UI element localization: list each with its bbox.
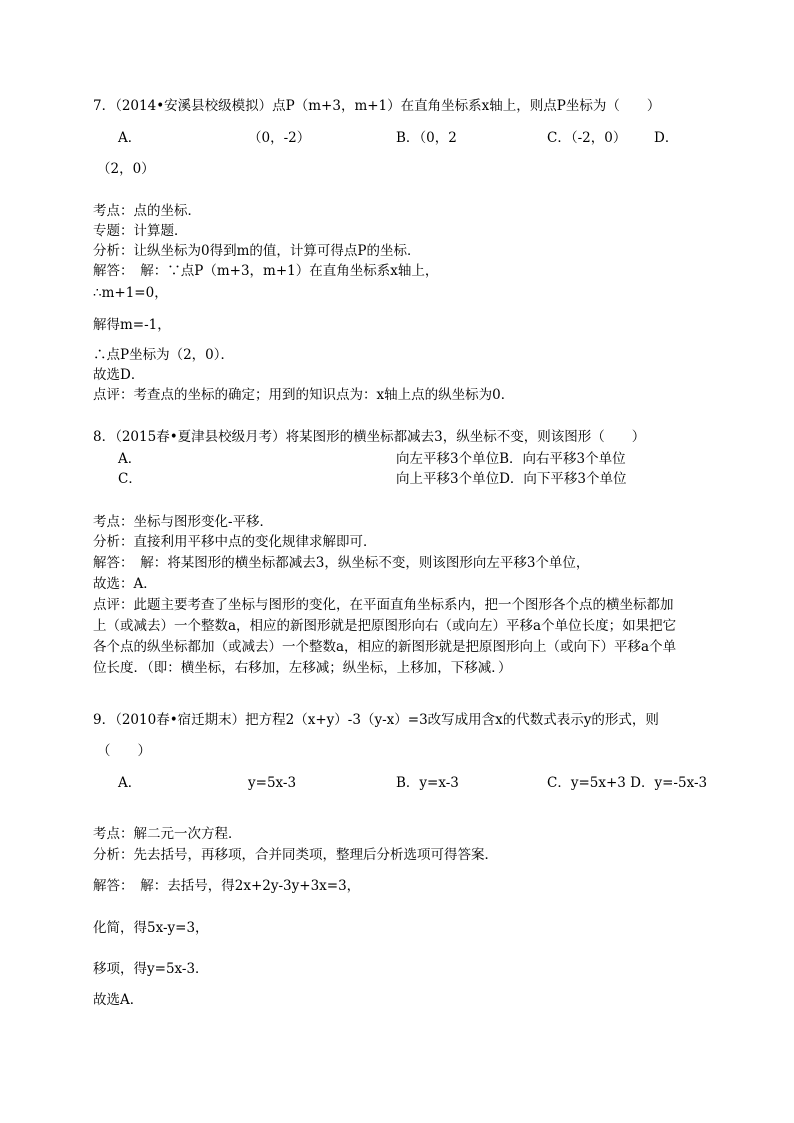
q8-kaodian: 考点：坐标与图形变化-平移．	[93, 514, 274, 530]
q7-option-b: B．（0，2	[396, 130, 457, 146]
q9-option-a-label: A．	[118, 775, 142, 791]
q7-step-2: 解得m=-1，	[93, 317, 171, 333]
q9-option-c-d: C．y=5x+3 D．y=-5x-3	[547, 775, 708, 791]
q9-fenxi: 分析：先去括号，再移项，合并同类项，整理后分析选项可得答案．	[93, 847, 498, 863]
q7-option-a-label: A．	[118, 130, 142, 146]
q7-dianping: 点评：考查点的坐标的确定；用到的知识点为：x轴上点的纵坐标为0．	[93, 387, 515, 403]
q8-dianping-line-2: 上（或减去）一个整数a，相应的新图形就是把原图形向右（或向左）平移a个单位长度；如果把它	[93, 618, 677, 634]
q8-dianping-line-1: 点评：此题主要考查了坐标与图形的变化，在平面直角坐标系内，把一个图形各个点的横坐标都加	[93, 597, 674, 613]
q7-zhuanti: 专题：计算题．	[93, 223, 188, 239]
q9-jieda: 解答： 解：去括号，得2x+2y-3y+3x=3，	[93, 878, 361, 894]
q8-option-a-label: A．	[118, 451, 142, 467]
q7-jieda: 解答： 解：∵点P（m+3，m+1）在直角坐标系x轴上，	[93, 263, 439, 279]
q8-fenxi: 分析：直接利用平移中点的变化规律求解即可．	[93, 534, 377, 550]
q7-option-a-text: （0，-2）	[248, 130, 311, 146]
q8-jieda: 解答： 解：将某图形的横坐标都减去3，纵坐标不变，则该图形向左平移3个单位，	[93, 555, 590, 571]
q7-option-d-text: （2，0）	[97, 161, 155, 177]
q9-stem: 9．（2010春•宿迁期末）把方程2（x+y）-3（y-x）=3改写成用含x的代数式表示y的形式，则	[93, 712, 659, 728]
q7-option-c: C．（-2，0）	[547, 130, 627, 146]
q7-step-1: ∴m+1=0，	[93, 285, 168, 301]
q8-stem: 8．（2015春•夏津县校级月考）将某图形的横坐标都减去3，纵坐标不变，则该图形（ ）	[93, 429, 646, 445]
q8-option-a-b-text: 向左平移3个单位B．向右平移3个单位	[396, 451, 626, 467]
q9-answer: 故选A．	[93, 992, 144, 1008]
q8-option-c-d-text: 向上平移3个单位D．向下平移3个单位	[396, 471, 627, 487]
q7-option-d-label: D．	[654, 130, 679, 146]
q9-stem-continued: （ ）	[97, 743, 151, 759]
q9-step-2: 移项，得y=5x-3．	[93, 961, 209, 977]
q7-answer: 故选D．	[93, 367, 145, 383]
q8-dianping-line-3: 各个点的纵坐标都加（或减去）一个整数a，相应的新图形就是把原图形向上（或向下）平移a个单	[93, 639, 677, 655]
q8-dianping-line-4: 位长度．（即：横坐标，右移加，左移减；纵坐标，上移加，下移减．）	[93, 660, 512, 676]
q9-option-a-text: y=5x-3	[248, 775, 297, 791]
q9-step-1: 化简，得5x-y=3，	[93, 920, 209, 936]
q7-stem: 7．（2014•安溪县校级模拟）点P（m+3，m+1）在直角坐标系x轴上，则点P坐标为（ ）	[93, 98, 661, 114]
q8-answer: 故选：A．	[93, 576, 157, 592]
q7-kaodian: 考点：点的坐标．	[93, 203, 201, 219]
q8-option-c-label: C．	[118, 471, 142, 487]
q7-fenxi: 分析：让纵坐标为0得到m的值，计算可得点P的坐标．	[93, 243, 421, 259]
q9-option-b: B．y=x-3	[396, 775, 459, 791]
q9-kaodian: 考点：解二元一次方程．	[93, 826, 242, 842]
q7-step-3: ∴点P坐标为（2，0）．	[93, 347, 235, 363]
